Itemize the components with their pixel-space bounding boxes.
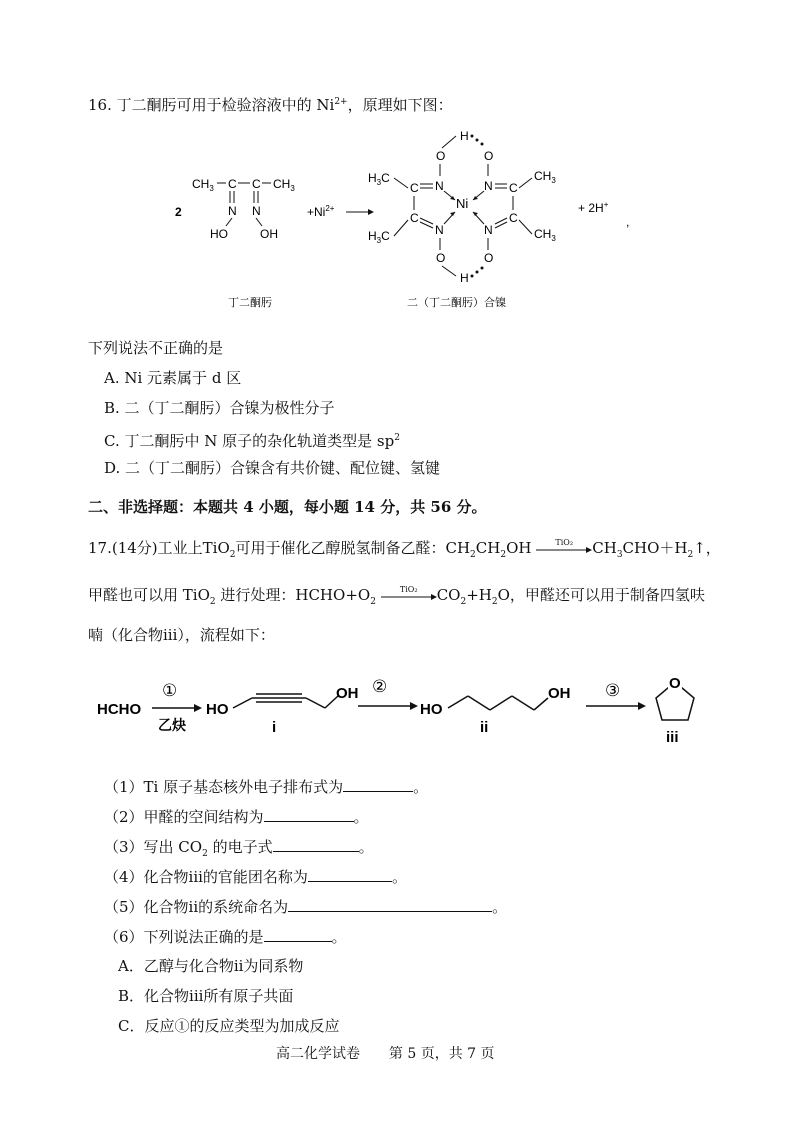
answer-blank-4[interactable] bbox=[308, 866, 392, 882]
page-footer bbox=[276, 1044, 495, 1064]
subq6-choice-b: B．化合物iii所有原子共面 bbox=[118, 987, 294, 1005]
q17-intro: 17.(14分)工业上TiO$_2$可用于催化乙醇脱氢制备乙醛：$CH_2CH_2OH$ TiO₂ $CH_3CHO+H_2↑$， bbox=[88, 538, 721, 560]
catalyst-arrow-2: TiO₂ bbox=[381, 589, 437, 603]
answer-blank-6[interactable] bbox=[264, 926, 332, 942]
synthesis-scheme bbox=[0, 668, 800, 758]
q17-line3: 喃（化合物iii），流程如下： bbox=[88, 626, 275, 644]
scheme-iii-o: O bbox=[669, 675, 681, 692]
section-heading: 二、非选择题：本题共 4 小题，每小题 14 分，共 56 分。 bbox=[88, 498, 487, 516]
complex-h-bottom: H bbox=[460, 271, 469, 285]
q17-line2: 甲醛也可以用 TiO$_2$ 进行处理：$HCHO+O_2$ TiO₂ $CO_2+H_2O$，甲醛还可以用于制备四氢呋 bbox=[88, 585, 705, 607]
plus-hydrogen-ion: + 2H+ bbox=[578, 200, 609, 215]
complex-c2: C bbox=[509, 181, 518, 195]
hydroxyl-left: HO bbox=[210, 227, 228, 241]
carbon-1: C bbox=[228, 177, 237, 191]
scheme-label-iii: iii bbox=[666, 729, 679, 746]
answer-blank-1[interactable] bbox=[343, 776, 413, 792]
q16-stem: 16. 丁二酮肟可用于检验溶液中的 $Ni^{2+}$，原理如下图： bbox=[88, 96, 453, 114]
subq-3: （3）写出 $CO_2$ 的电子式 。 bbox=[104, 838, 374, 859]
subq-5: （5）化合物ii的系统命名为 。 bbox=[104, 898, 508, 916]
scheme-step1: ① bbox=[162, 681, 178, 700]
subq6-choice-c: C．反应①的反应类型为加成反应 bbox=[118, 1017, 340, 1035]
label-nickel-complex: 二（丁二酮肟）合镍 bbox=[407, 297, 506, 309]
ch3-left: $CH_3$ bbox=[192, 177, 214, 193]
carbon-2: C bbox=[252, 177, 261, 191]
subq6-choice-a: A．乙醇与化合物ii为同系物 bbox=[118, 957, 304, 975]
scheme-label-i: i bbox=[272, 719, 277, 736]
q16-option-d: D. 二（丁二酮肟）合镍含有共价键、配位键、氢键 bbox=[104, 459, 441, 477]
scheme-step2: ② bbox=[372, 677, 388, 696]
nitrogen-2: N bbox=[252, 204, 261, 218]
answer-blank-5[interactable] bbox=[288, 896, 492, 912]
complex-n2: N bbox=[484, 179, 493, 193]
complex-o-top-left: O bbox=[436, 149, 446, 163]
coefficient: 2 bbox=[175, 205, 182, 219]
scheme-step3: ③ bbox=[605, 681, 621, 700]
scheme-i-ho: HO bbox=[206, 701, 229, 718]
complex-nickel: Ni bbox=[456, 196, 469, 211]
svg-text:,: , bbox=[626, 215, 630, 229]
footer-page-number: 第 5 页，共 7 页 bbox=[388, 1046, 495, 1062]
complex-o-bottom-right: O bbox=[484, 251, 494, 265]
subq-2: （2）甲醛的空间结构为 。 bbox=[104, 808, 369, 826]
answer-blank-3[interactable] bbox=[273, 836, 359, 852]
complex-h-top: H bbox=[460, 129, 469, 143]
plus-nickel-ion: $+Ni^{2+}$ bbox=[307, 204, 335, 219]
q16-option-c: C. 丁二酮肟中 N 原子的杂化轨道类型是 $sp^2$ bbox=[104, 432, 400, 450]
subq-6: （6）下列说法正确的是 。 bbox=[104, 928, 347, 946]
scheme-i-oh: OH bbox=[336, 685, 359, 702]
complex-c1: C bbox=[410, 181, 419, 195]
complex-n4: N bbox=[484, 223, 493, 237]
complex-n3: N bbox=[435, 223, 444, 237]
q16-option-a: A. Ni 元素属于 d 区 bbox=[104, 369, 242, 387]
scheme-reagent-acetylene: 乙炔 bbox=[158, 717, 186, 733]
q16-option-b: B. 二（丁二酮肟）合镍为极性分子 bbox=[104, 399, 335, 417]
complex-c4: C bbox=[509, 211, 518, 225]
complex-ch3-top-right: $CH_3$ bbox=[534, 169, 556, 185]
scheme-label-ii: ii bbox=[480, 719, 489, 736]
hydroxyl-right: OH bbox=[260, 227, 278, 241]
complex-ch3-bottom-right: $CH_3$ bbox=[534, 227, 556, 243]
scheme-hcho: HCHO bbox=[97, 701, 142, 718]
complex-h3c-top: $H_3C$ bbox=[368, 171, 390, 187]
catalyst-arrow-1: TiO₂ bbox=[536, 542, 592, 556]
label-dimethylglyoxime: 丁二酮肟 bbox=[228, 297, 272, 309]
ch3-right: $CH_3$ bbox=[273, 177, 295, 193]
complex-n1: N bbox=[435, 179, 444, 193]
answer-blank-2[interactable] bbox=[264, 806, 354, 822]
subq-4: （4）化合物iii的官能团名称为 。 bbox=[104, 868, 407, 886]
nitrogen-1: N bbox=[228, 204, 237, 218]
subq-1: （1）Ti 原子基态核外电子排布式为 。 bbox=[104, 778, 429, 796]
complex-h3c-bottom: $H_3C$ bbox=[368, 229, 390, 245]
complex-c3: C bbox=[410, 211, 419, 225]
footer-subject: 高二化学试卷 bbox=[276, 1046, 360, 1062]
scheme-ii-ho: HO bbox=[420, 701, 443, 718]
dimethylglyoxime-reaction-diagram bbox=[0, 118, 800, 328]
complex-o-top-right: O bbox=[484, 149, 494, 163]
complex-o-bottom-left: O bbox=[436, 251, 446, 265]
q16-question: 下列说法不正确的是 bbox=[88, 339, 224, 357]
scheme-ii-oh: OH bbox=[548, 685, 571, 702]
